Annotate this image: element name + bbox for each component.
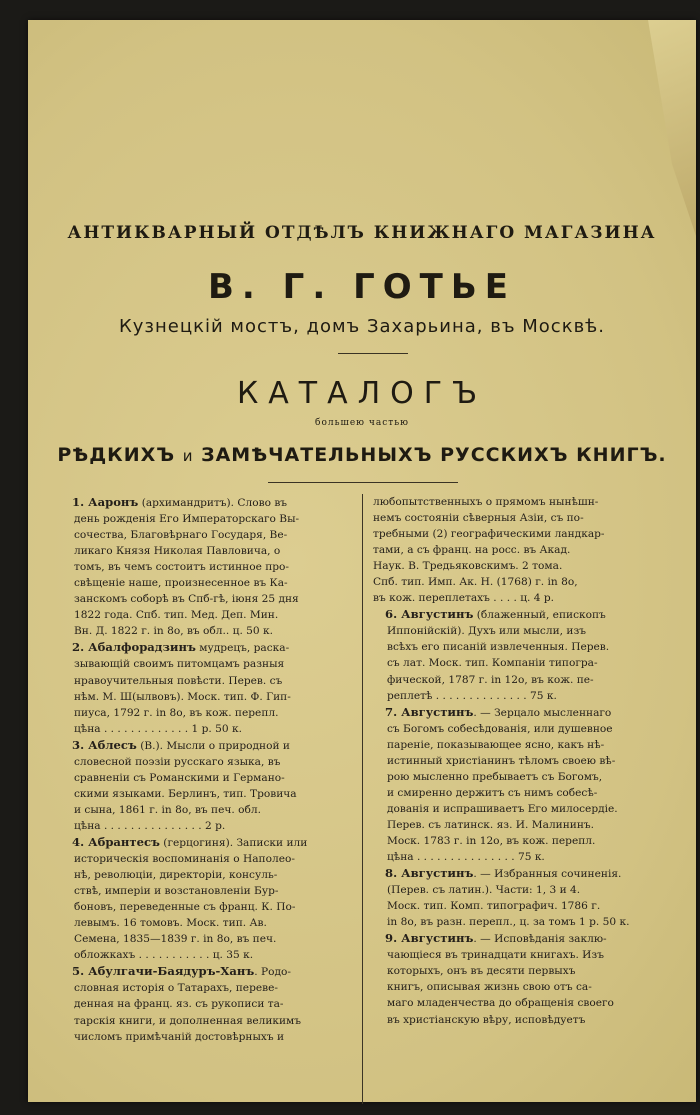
catalog-entry: [60, 834, 350, 963]
header-rule: [338, 353, 408, 354]
entry-line: любопытственныхъ о прямомъ нынѣшн-: [373, 496, 599, 508]
entry-line: дованія и испрашиваетъ Его милосердіе.: [387, 802, 618, 815]
entry-line: словная исторія о Татарахъ, переве-: [74, 982, 278, 995]
left-column: [60, 494, 350, 1045]
catalog-subtitle: [28, 444, 696, 466]
catalog-page: [28, 20, 696, 1102]
entry-author: 7. Августинъ: [385, 704, 474, 719]
entry-line: левымъ. 16 томовъ. Моск. тип. Ав.: [74, 917, 267, 930]
entry-line: истинный христіанинъ тѣломъ своею вѣ-: [387, 754, 616, 767]
entry-line: съ Богомъ собесѣдованія, или душевное: [387, 722, 613, 735]
entry-line: реплетѣ . . . . . . . . . . . . . . 75 к.: [387, 689, 557, 702]
catalog-entry: [373, 494, 663, 606]
entry-line: (Перев. съ латин.). Части: 1, 3 и 4.: [387, 884, 581, 897]
entry-line: словесной поэзіи русскаго языка, въ: [74, 755, 281, 768]
entry-line: ствѣ, имперіи и возстановленіи Бур-: [74, 885, 279, 898]
catalog-entry: [373, 865, 663, 930]
entry-line: пиуса, 1792 г. in 8о, въ кож. перепл.: [74, 706, 279, 719]
entry-line: Моск. тип. Комп. типографич. 1786 г.: [387, 900, 601, 913]
entry-line: сочества, Благовѣрнаго Государя, Ве-: [74, 529, 288, 542]
entry-line: маго младенчества до обращенія своего: [387, 997, 614, 1010]
entry-line: Спб. тип. Имп. Ак. Н. (1768) г. in 8о,: [373, 576, 578, 589]
entry-line: день рожденія Его Императорскаго Вы-: [74, 513, 300, 526]
catalog-entry: [60, 494, 350, 639]
entry-line: и сына, 1861 г. in 8о, въ печ. обл.: [74, 803, 261, 816]
entry-line: требными (2) географическими ландкар-: [373, 528, 605, 541]
entry-line: и смиренно держитъ съ нимъ собесѣ-: [387, 786, 598, 799]
catalog-entry: [373, 930, 663, 1027]
entry-line: боновъ, переведенные съ франц. К. По-: [74, 901, 296, 914]
entry-line: нравоучительныя повѣсти. Перев. съ: [74, 674, 283, 687]
entry-line: 1. Ааронъ (архимандритъ). Слово въ: [72, 495, 288, 509]
header-antiquarian-department: АНТИКВАРНЫЙ ОТДѢЛЪ КНИЖНАГО МАГАЗИНА: [67, 223, 657, 243]
entry-line: 9. Августинъ. — Исповѣданія заклю-: [385, 931, 607, 946]
entry-author: 5. Абулгачи-Баядуръ-Ханъ: [72, 964, 255, 979]
entry-line: фической, 1787 г. in 12о, въ кож. пе-: [387, 673, 594, 686]
subtitle-and: и: [182, 447, 194, 465]
entry-line: 6. Августинъ (блаженный, епископъ: [385, 607, 606, 622]
entry-line: 8. Августинъ. — Избранныя сочиненія.: [385, 866, 622, 881]
header-address: Кузнецкій мостъ, домъ Захарьина, въ Москвѣ.: [118, 316, 605, 337]
subtitle-rare: РѢДКИХЪ: [57, 444, 176, 466]
entry-line: цѣна . . . . . . . . . . . . . 1 р. 50 к.: [74, 722, 242, 735]
entry-line: цѣна . . . . . . . . . . . . . . . 2 р.: [74, 819, 226, 832]
entry-line: нѣм. М. Ш(ылвовъ). Моск. тип. Ф. Гип-: [74, 690, 291, 703]
entry-line: цѣна . . . . . . . . . . . . . . . 75 к.: [387, 851, 545, 864]
entry-line: Семена, 1835—1839 г. in 8о, въ печ.: [74, 933, 277, 946]
entry-line: 5. Абулгачи-Баядуръ-Ханъ. Родо-: [72, 964, 291, 979]
entry-line: тарскія книги, и дополненная великимъ: [74, 1014, 302, 1027]
entry-line: занскомъ соборѣ въ Спб-гѣ, іюня 25 дня: [74, 593, 299, 606]
entry-line: пареніе, показывающее ясно, какъ нѣ-: [387, 738, 605, 751]
entry-line: Наук. В. Тредьяковскимъ. 2 тома.: [373, 560, 563, 573]
entry-line: рою мысленно пребываетъ съ Богомъ,: [387, 770, 603, 783]
entry-line: числомъ примѣчаній достовѣрныхъ и: [74, 1030, 285, 1043]
title-rule: [268, 482, 458, 483]
catalog-entry: [373, 704, 663, 865]
entry-line: 1822 года. Спб. тип. Мед. Деп. Мин.: [74, 609, 279, 622]
entry-line: въ кож. переплетахъ . . . . ц. 4 р.: [373, 592, 554, 605]
entry-line: скими языками. Берлинъ, тип. Тровича: [74, 787, 297, 800]
entry-line: 3. Аблесъ (В.). Мысли о природной и: [72, 737, 290, 752]
entry-line: денная на франц. яз. съ рукописи та-: [74, 998, 284, 1011]
entry-line: въ христіанскую вѣру, исповѣдуетъ: [387, 1013, 586, 1026]
catalog-entry: [60, 639, 350, 736]
entry-author: 4. Абрантесъ: [72, 834, 160, 849]
entry-line: 7. Августинъ. — Зерцало мысленнаго: [385, 704, 612, 719]
entry-line: съ лат. Моск. тип. Компаніи типогра-: [387, 657, 598, 670]
entry-line: немъ состояніи сѣверныя Азіи, съ по-: [373, 512, 584, 525]
catalog-entry: [373, 606, 663, 703]
catalog-title: КАТАЛОГЪ: [236, 376, 488, 411]
entry-line: Моск. 1783 г. in 12о, въ кож. перепл.: [387, 834, 596, 847]
entry-author: 6. Августинъ: [385, 607, 474, 622]
entry-line: Иппонійскій). Духъ или мысли, изъ: [387, 625, 586, 638]
entry-line: тами, а съ франц. на росс. въ Акад.: [373, 544, 571, 557]
header-shop-name: В. Г. ГОТЬЕ: [208, 267, 516, 307]
entry-author: 3. Аблесъ: [72, 737, 137, 752]
column-divider: [362, 494, 363, 1104]
entry-author: 8. Августинъ: [385, 866, 474, 881]
entry-line: томъ, въ чемъ состоитъ истинное про-: [74, 561, 290, 574]
catalog-entry: [60, 737, 350, 834]
catalog-entry: [60, 963, 350, 1044]
entry-line: которыхъ, онъ въ десяти первыхъ: [387, 965, 576, 978]
entry-line: Вн. Д. 1822 г. in 8о, въ обл.. ц. 50 к.: [74, 625, 274, 638]
entry-line: in 8о, въ разн. перепл., ц. за томъ 1 р. 50 к.: [387, 916, 630, 929]
entry-line: зывающій своимъ питомцамъ разныя: [74, 658, 285, 671]
entry-line: историческія воспоминанія о Наполео-: [74, 853, 295, 866]
entry-line: ликаго Князя Николая Павловича, о: [74, 545, 281, 558]
entry-author: 9. Августинъ: [385, 931, 474, 946]
entry-line: свѣщеніе наше, произнесенное въ Ка-: [74, 577, 288, 590]
entry-line: всѣхъ его писаній извлеченныя. Перев.: [387, 641, 610, 654]
entry-line: 2. Абалфорадзинъ мудрецъ, раска-: [72, 640, 290, 655]
entry-author: 1. Ааронъ: [72, 495, 139, 509]
subtitle-remarkable: ЗАМѢЧАТЕЛЬНЫХЪ РУССКИХЪ КНИГЪ.: [201, 444, 667, 466]
right-column: [373, 494, 663, 1028]
entry-line: сравненіи съ Романскими и Германо-: [74, 771, 285, 784]
entry-author: 2. Абалфорадзинъ: [72, 640, 196, 655]
entry-line: Перев. съ латинск. яз. И. Малининъ.: [387, 818, 595, 831]
entry-line: книгъ, описывая жизнь свою отъ са-: [387, 981, 592, 994]
catalog-subtitle-small: большею частью: [315, 418, 409, 428]
entry-line: обложкахъ . . . . . . . . . . . ц. 35 к.: [74, 949, 254, 962]
entry-line: 4. Абрантесъ (герцогиня). Записки или: [72, 834, 308, 849]
entry-line: нѣ, революціи, директоріи, консуль-: [74, 869, 278, 882]
entry-line: чающіеся въ тринадцати книгахъ. Изъ: [387, 949, 604, 962]
